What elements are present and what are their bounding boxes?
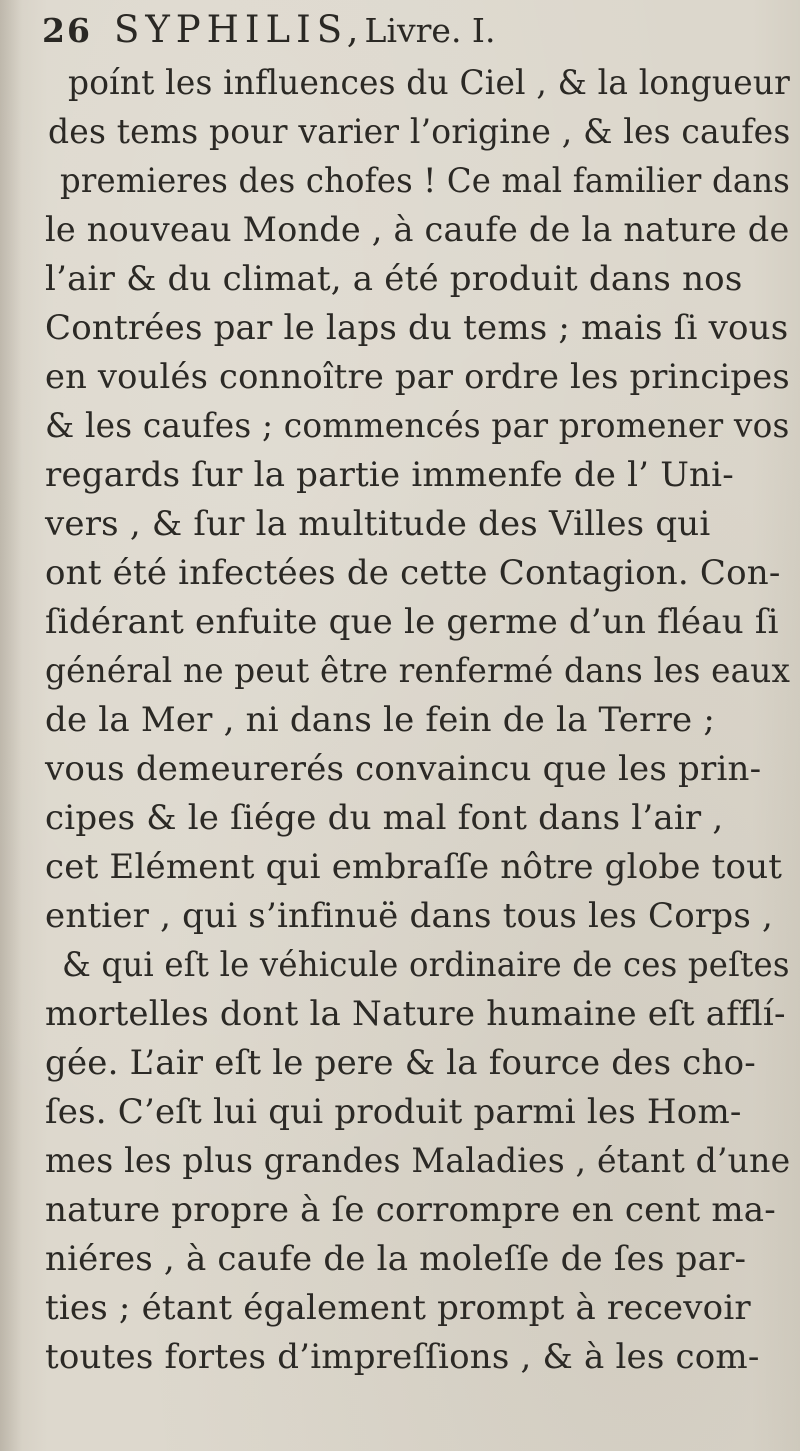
text-line: vers , & ſur la multitude des Villes qui: [45, 504, 711, 544]
text-line: de la Mer , ni dans le fein de la Terre ;: [45, 700, 716, 740]
text-line: Contrées par le laps du tems ; mais ſi vous: [45, 308, 789, 348]
text-line: cet Elément qui embraſſe nôtre globe tout: [45, 847, 783, 887]
text-line: ſidérant enfuite que le germe d’un fléau ſi: [45, 602, 779, 642]
text-line: & les caufes ; commencés par promener vos: [45, 406, 790, 446]
text-line: premieres des chofes ! Ce mal familier dans: [60, 161, 791, 201]
running-title: SYPHILIS,: [114, 8, 365, 51]
running-book: Livre. I.: [364, 11, 496, 50]
text-line: mes les plus grandes Maladies , étant d’une: [45, 1141, 791, 1181]
text-line: gée. L’air eſt le pere & la fource des cho-: [45, 1043, 756, 1083]
text-line: le nouveau Monde , à caufe de la nature de: [45, 210, 790, 250]
text-line: poínt les influences du Ciel , & la longueur: [68, 63, 791, 103]
text-line: nature propre à ſe corrompre en cent ma-: [45, 1190, 776, 1230]
text-line: entier , qui s’infinuë dans tous les Corps ,: [45, 896, 773, 936]
text-line: cipes & le ſiége du mal font dans l’air ,: [45, 798, 724, 838]
text-line: vous demeurerés convaincu que les prin-: [45, 749, 762, 789]
text-line: l’air & du climat, a été produit dans nos: [45, 259, 743, 299]
text-line: ties ; étant également prompt à recevoir: [45, 1288, 751, 1328]
text-line: ont été infectées de cette Contagion. Con-: [45, 553, 781, 593]
text-line: général ne peut être renfermé dans les eaux: [45, 651, 791, 691]
text-line: des tems pour varier l’origine , & les caufes: [48, 112, 791, 152]
text-line: mortelles dont la Nature humaine eſt afflí-: [45, 994, 786, 1034]
page-number: 26: [42, 11, 92, 50]
text-line: niéres , à caufe de la moleſſe de ſes par-: [45, 1239, 747, 1279]
text-line: regards ſur la partie immenfe de l’ Uni-: [45, 455, 734, 495]
text-line: toutes fortes d’impreſſions , & à les com-: [45, 1337, 760, 1377]
text-line: ſes. C’eſt lui qui produit parmi les Hom-: [45, 1092, 742, 1132]
text-line: & qui eſt le véhicule ordinaire de ces peſtes: [62, 945, 790, 985]
text-line: en voulés connoître par ordre les principes: [45, 357, 790, 397]
